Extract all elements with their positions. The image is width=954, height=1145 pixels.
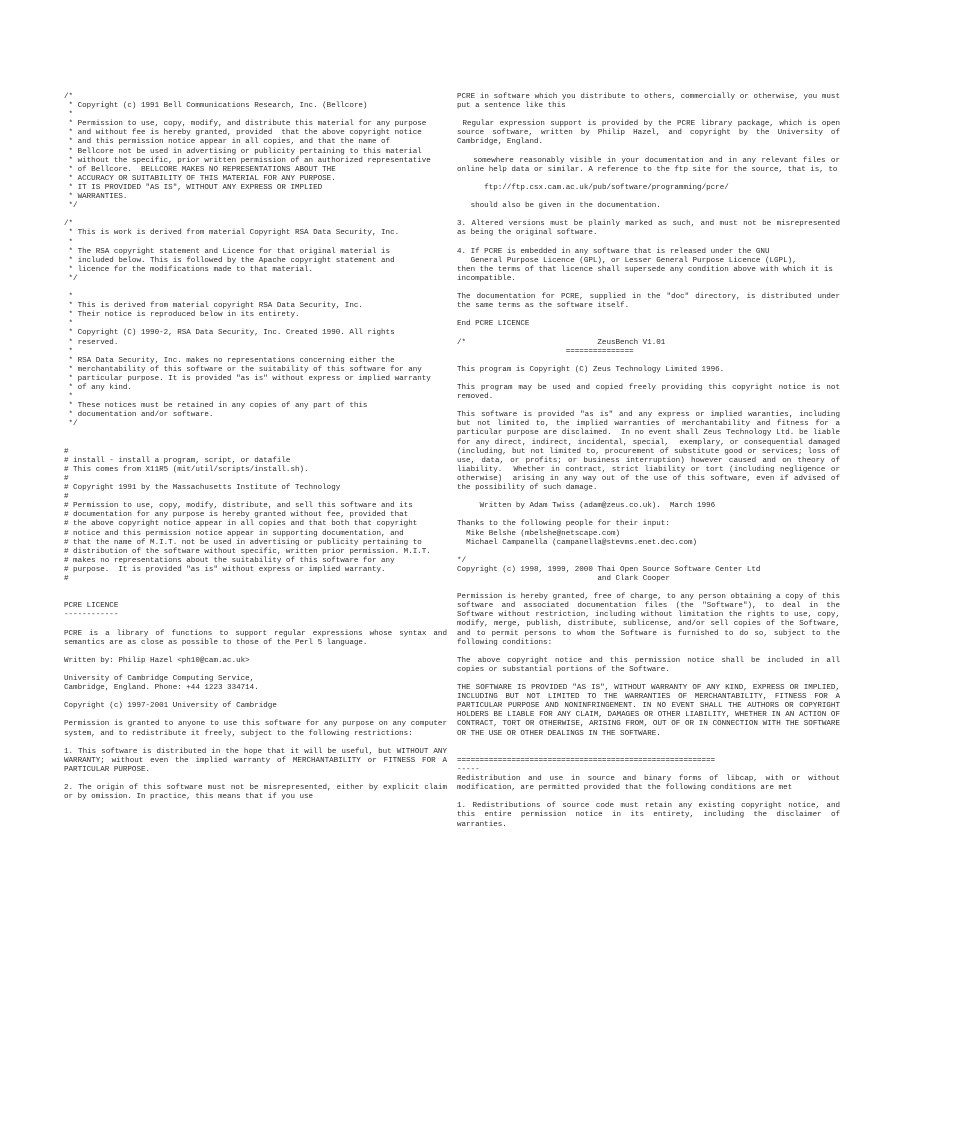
expat-copyright: */ Copyright (c) 1998, 1999, 2000 Thai Open Source Software Center Ltd and Clark Cooper — [457, 556, 761, 583]
pcre-sample-sentence: Regular expression support is provided by the PCRE library package, which is open source software, written by Philip Hazel, and copyright by the University of Cambridge, England. — [457, 120, 845, 147]
pcre-copyright: Copyright (c) 1997-2001 University of Cambridge — [64, 702, 277, 711]
pcre-ftp-url: ftp://ftp.csx.cam.ac.uk/pub/software/programming/pcre/ — [457, 183, 729, 192]
pcre-item-4: 4. If PCRE is embedded in any software that is released under the GNU General Purpose Licence (GPL), or Lesser General Purpose Licence (LGPL), then the terms of that licence shall supersede any condition above with which it is incompatible. — [457, 247, 833, 283]
pcre-intro: PCRE is a library of functions to support regular expressions whose syntax and semantics are as close as possible to those of the Perl 5 language. — [64, 629, 452, 647]
zeus-copyright: This program is Copyright (C) Zeus Technology Limited 1996. — [457, 365, 725, 374]
pcre-documentation-note: should also be given in the documentation. — [457, 202, 661, 211]
bellcore-notice: /* * Copyright (c) 1991 Bell Communications Research, Inc. (Bellcore) * * Permission to use, copy, modify, and distribute this material for any purpose * and without fee is hereby granted, provided that the above copyright notice * and this permission notice appear in all copies, and that the name of * Bellcore not be used in advertising or publicity pertaining to this material * without the specific, prior written permission of an authorized representative * of Bellcore. BELLCORE MAKES NO REPRESENTATIONS ABOUT THE * ACCURACY OR SUITABILITY OF THIS MATERIAL FOR ANY PURPOSE. * IT IS PROVIDED "AS IS", WITHOUT ANY EXPRESS OR IMPLIED * WARRANTIES. */ — [64, 93, 431, 211]
zeusbench-header: /* ZeusBench V1.01 =============== — [457, 338, 666, 356]
expat-disclaimer: THE SOFTWARE IS PROVIDED "AS IS", WITHOUT WARRANTY OF ANY KIND, EXPRESS OR IMPLIED, INCLUDING BUT NOT LIMITED TO THE WARRANTIES OF MERCHANTABILITY, FITNESS FOR A PARTICULAR PURPOSE AND NONINFRINGEMENT. IN NO EVENT SHALL THE AUTHORS OR COPYRIGHT HOLDERS BE LIABLE FOR ANY CLAIM, DAMAGES OR OTHER LIABILITY, WHETHER IN AN ACTION OF CONTRACT, TORT OR OTHERWISE, ARISING FROM, OUT OF OR IN CONNECTION WITH THE SOFTWARE OR THE USE OR OTHER DEALINGS IN THE SOFTWARE. — [457, 684, 845, 738]
pcre-continued: PCRE in software which you distribute to others, commercially or otherwise, you must put a sentence like this — [457, 93, 845, 111]
expat-notice: The above copyright notice and this permission notice shall be included in all copies or substantial portions of the Software. — [457, 656, 845, 674]
zeus-author: Written by Adam Twiss (adam@zeus.co.uk). March 1996 — [457, 502, 716, 511]
expat-permission: Permission is hereby granted, free of charge, to any person obtaining a copy of this software and associated documentation files (the "Software"), to deal in the Software without restriction, including without limitation the rights to use, copy, modify, merge, publish, distribute, sublicense, and/or sell copies of the Software, and to permit persons to whom the Software is furnished to do so, subject to the following conditions: — [457, 593, 845, 647]
pcre-item-2: 2. The origin of this software must not be misrepresented, either by explicit claim or by omission. In practice, this means that if you use — [64, 784, 452, 802]
rsa-notice: /* * This is work is derived from material Copyright RSA Data Security, Inc. * * The RSA copyright statement and Licence for that original material is * included below. This is followed by the Apache copyright statement and * licence for the modifications made to that material. */ * * This is derived from material copyright RSA Data Security, Inc. * Their notice is reproduced below in its entirety. * * Copyright (C) 1990-2, RSA Data Security, Inc. Created 1990. All rights * reserved. * * RSA Data Security, Inc. makes no representations concerning either the * merchantability of this software or the suitability of this software for any * particular purpose. It is provided "as is" without express or implied warranty * of any kind. * * These notices must be retained in any copies of any part of this * documentation and/or software. */ — [64, 220, 431, 429]
section-separator: ========================================================= ----- — [457, 756, 716, 774]
mit-install-notice: # # install - install a program, script, or datafile # This comes from X11R5 (mit/util/scripts/install.sh). # # Copyright 1991 by the Massachusetts Institute of Technology # # Permission to use, copy, modify, distribute, and sell this software and its # documentation for any purpose is hereby granted without fee, provided that # the above copyright notice appear in all copies and that both that copyright # notice and this permission notice appear in supporting documentation, and # that the name of M.I.T. not be used in advertising or publicity pertaining to # distribution of the software without specific, written prior permission. M.I.T. # makes no representations about the suitability of this software for any # purpose. It is provided "as is" without express or implied warranty. # — [64, 447, 431, 583]
pcre-visibility-note: somewhere reasonably visible in your documentation and in any relevant files or online help data or similar. A reference to the ftp site for the source, that is, to — [457, 156, 845, 174]
pcre-address: University of Cambridge Computing Service, Cambridge, England. Phone: +44 1223 334714. — [64, 675, 259, 693]
libcap-redistribution: Redistribution and use in source and binary forms of libcap, with or without modification, are permitted provided that the following conditions are met — [457, 775, 845, 793]
left-column — [64, 93, 452, 830]
zeus-usage: This program may be used and copied freely providing this copyright notice is not removed. — [457, 384, 845, 402]
right-column — [457, 93, 845, 830]
libcap-item-1: 1. Redistributions of source code must retain any existing copyright notice, and this entire permission notice in its entirety, including the disclaimer of warranties. — [457, 802, 845, 829]
license-document — [64, 93, 845, 830]
zeus-warranty: This software is provided "as is" and any express or implied waranties, including but not limited to, the implied warranties of merchantability and fitness for a particular purpose are disclaimed. In no event shall Zeus Technology Ltd. be liable for any direct, indirect, incidental, special, exemplary, or consequential damaged (including, but not limited to, procurement of substitute good or services; loss of use, data, or profits; or business interruption) however caused and on theory of liability. Whether in contract, strict liability or tort (including negligence or otherwise) arising in any way out of the use of this software, even if advised of the possibility of such damage. — [457, 411, 845, 493]
pcre-licence-end: End PCRE LICENCE — [457, 320, 530, 329]
pcre-licence-heading: PCRE LICENCE ------------ — [64, 602, 119, 620]
zeus-thanks: Thanks to the following people for their input: Mike Belshe (mbelshe@netscape.com) Michael Campanella (campanella@stevms.enet.dec.com) — [457, 520, 698, 547]
pcre-item-1: 1. This software is distributed in the hope that it will be useful, but WITHOUT ANY WARRANTY; without even the implied warranty of MERCHANTABILITY or FITNESS FOR A PARTICULAR PURPOSE. — [64, 747, 452, 774]
pcre-permission: Permission is granted to anyone to use this software for any purpose on any computer system, and to redistribute it freely, subject to the following restrictions: — [64, 720, 452, 738]
pcre-item-3: 3. Altered versions must be plainly marked as such, and must not be misrepresented as being the original software. — [457, 220, 845, 238]
pcre-author: Written by: Philip Hazel <ph10@cam.ac.uk> — [64, 656, 250, 665]
pcre-doc-terms: The documentation for PCRE, supplied in the "doc" directory, is distributed under the same terms as the software itself. — [457, 293, 845, 311]
